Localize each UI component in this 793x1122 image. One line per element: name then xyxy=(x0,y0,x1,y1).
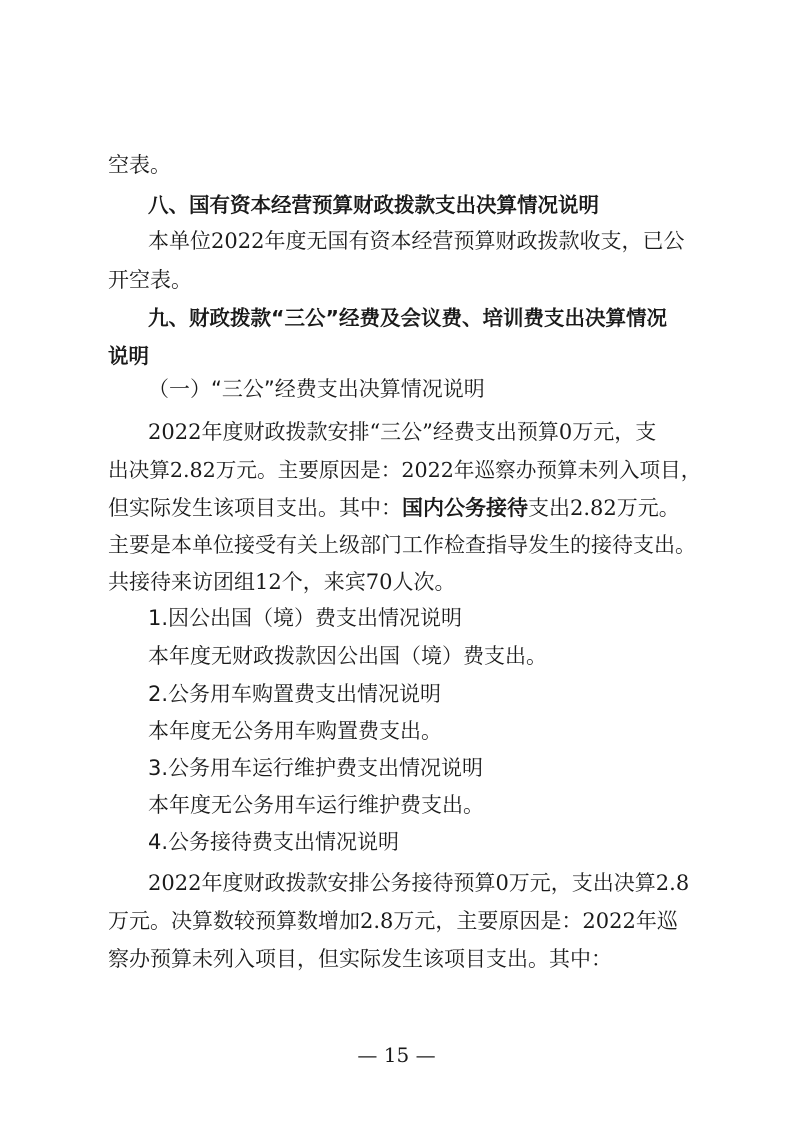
paragraph-line: 共接待来访团组12个，来宾70人次。 xyxy=(108,570,456,594)
paragraph-line: 本单位2022年度无国有资本经营预算财政拨款收支，已公 xyxy=(148,229,685,253)
item-heading: 2.公务用车购置费支出情况说明 xyxy=(148,682,442,706)
paragraph-line: 开空表。 xyxy=(108,268,192,292)
item-heading: 1.因公出国（境）费支出情况说明 xyxy=(148,606,463,630)
subsection-heading: （一）“三公”经费支出决算情况说明 xyxy=(148,377,485,401)
item-heading: 4.公务接待费支出情况说明 xyxy=(148,830,400,854)
paragraph-line: 空表。 xyxy=(108,153,171,177)
paragraph-line: 主要是本单位接受有关上级部门工作检查指导发生的接待支出。 xyxy=(108,533,696,557)
section-heading-8: 八、国有资本经营预算财政拨款支出决算情况说明 xyxy=(148,193,599,217)
paragraph-line: 本年度无公务用车购置费支出。 xyxy=(148,719,442,743)
emphasis-text: 国内公务接待 xyxy=(402,496,528,520)
paragraph-line: 本年度无公务用车运行维护费支出。 xyxy=(148,793,484,817)
paragraph-line: 察办预算未列入项目，但实际发生该项目支出。其中： xyxy=(108,947,612,971)
item-heading: 3.公务用车运行维护费支出情况说明 xyxy=(148,756,484,780)
paragraph-line: 2022年度财政拨款安排“三公”经费支出预算0万元，支 xyxy=(148,420,657,444)
paragraph-line: 但实际发生该项目支出。其中：国内公务接待支出2.82万元。 xyxy=(108,490,708,526)
paragraph-line: 出决算2.82万元。主要原因是：2022年巡察办预算未列入项目， xyxy=(108,458,702,482)
section-heading-9-continued: 说明 xyxy=(108,344,149,368)
page-number: — 15 — xyxy=(357,1043,436,1067)
paragraph-line: 本年度无财政拨款因公出国（境）费支出。 xyxy=(148,644,547,668)
paragraph-line: 万元。决算数较预算数增加2.8万元，主要原因是：2022年巡 xyxy=(108,909,678,933)
section-heading-9: 九、财政拨款“三公”经费及会议费、培训费支出决算情况 xyxy=(148,306,667,330)
paragraph-line: 2022年度财政拨款安排公务接待预算0万元，支出决算2.8 xyxy=(148,871,690,895)
